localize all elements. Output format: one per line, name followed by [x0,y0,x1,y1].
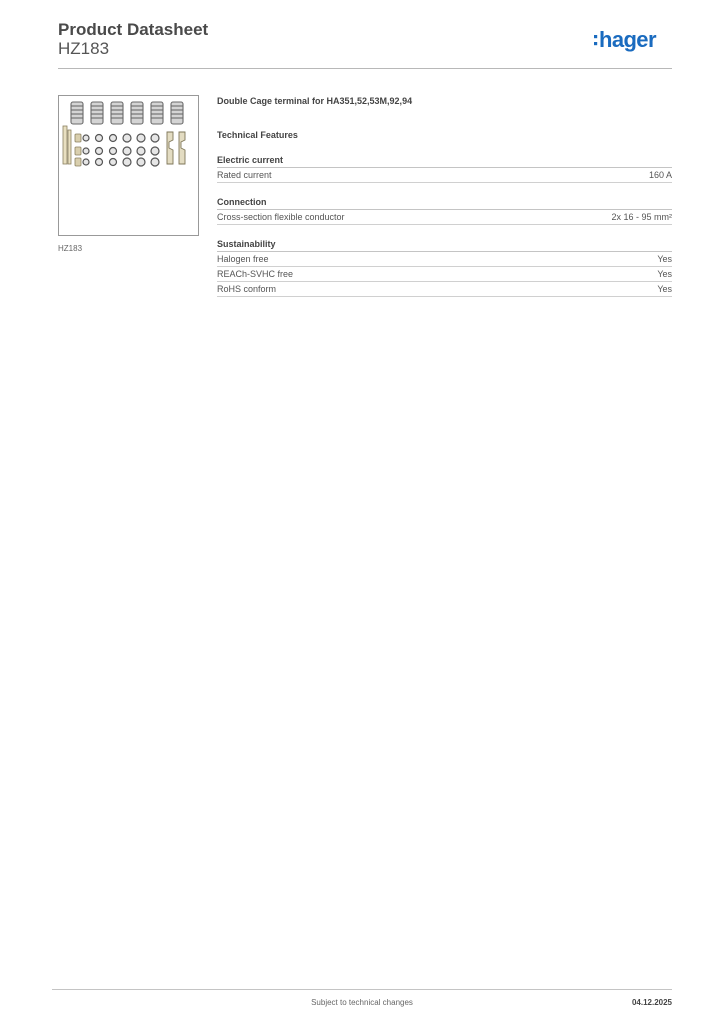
technical-features-heading: Technical Features [217,130,298,140]
feature-value: Yes [657,284,672,294]
footer-divider [52,989,672,990]
footer-note: Subject to technical changes [311,998,413,1007]
section-electric-current [217,155,672,183]
feature-row [217,267,672,282]
section-title: Connection [217,197,672,210]
feature-label: RoHS conform [217,284,277,294]
feature-value: Yes [657,269,672,279]
section-title: Sustainability [217,239,672,252]
page-title: Product Datasheet [58,20,209,39]
section-title: Electric current [217,155,672,168]
photo-caption: HZ183 [58,244,83,253]
section-sustainability [217,239,672,297]
header-divider [58,68,672,69]
terminal-parts-image [59,96,198,235]
feature-value: 160 A [648,170,672,180]
feature-label: REACh-SVHC free [217,269,294,279]
hager-logo [593,27,673,57]
feature-label: Rated current [217,170,272,180]
feature-value: Yes [657,254,672,264]
feature-row [217,168,672,183]
logo-wordmark: hager [599,27,656,52]
feature-row [217,210,672,225]
product-photo [58,95,199,236]
section-connection [217,197,672,225]
feature-label: Cross-section flexible conductor [217,212,345,222]
feature-row [217,252,672,267]
footer-date: 04.12.2025 [631,998,672,1007]
feature-value: 2x 16 - 95 mm² [611,212,672,222]
feature-row [217,282,672,297]
feature-label: Halogen free [217,254,269,264]
product-reference: HZ183 [58,39,110,58]
product-description: Double Cage terminal for HA351,52,53M,92,94 [217,96,413,106]
technical-content [217,96,672,297]
